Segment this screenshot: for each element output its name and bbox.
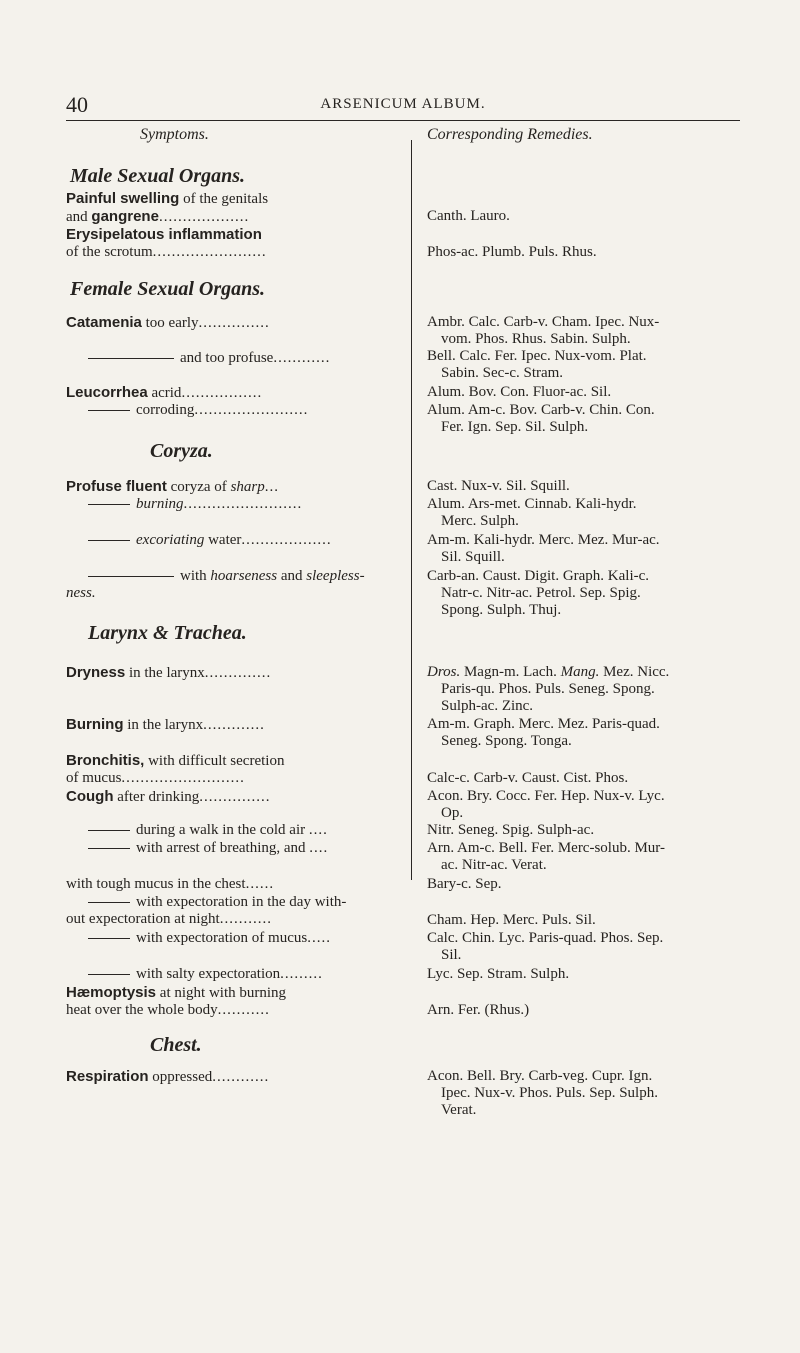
running-title: ARSENICUM ALBUM. [320,96,486,112]
symptoms-column-heading: Symptoms. [140,126,209,143]
symptom-bronchitis: Bronchitis, with difficult secretion of mucus.......................... [66,752,285,786]
remedies-column-heading: Corresponding Remedies. [427,126,593,143]
remedy-catamenia-early: Ambr. Calc. Carb-v. Cham. Ipec. Nux- vom. Phos. Rhus. Sabin. Sulph. [427,314,660,347]
remedy-coryza-excoriating: Am-m. Kali-hydr. Merc. Mez. Mur-ac. Sil. Squill. [427,532,660,565]
remedy-profuse-fluent-coryza: Cast. Nux-v. Sil. Squill. [427,478,570,494]
remedy-haemoptysis: Arn. Fer. (Rhus.) [427,1002,530,1018]
symptom-cough-salty: with salty expectoration......... [66,966,403,983]
symptom-cough-drinking: Cough after drinking............... [66,788,271,805]
remedy-coryza-burning: Alum. Ars-met. Cinnab. Kali-hydr. Merc. Sulph. [427,496,637,529]
section-heading-chest: Chest. [150,1034,202,1056]
symptom-coryza-excoriating: excoriating water................... [66,532,403,549]
page-header [66,92,740,121]
section-heading-larynx-trachea: Larynx & Trachea. [88,622,247,644]
symptom-burning-larynx: Burning in the larynx............. [66,716,265,733]
remedy-cough-expectoration-day: Cham. Hep. Merc. Puls. Sil. [427,912,596,928]
symptom-catamenia-profuse: and too profuse............ [66,350,403,367]
remedy-cough-arrest-breathing: Arn. Am-c. Bell. Fer. Merc-solub. Mur- ac. Nitr-ac. Verat. [427,840,665,873]
symptom-dryness-larynx: Dryness in the larynx.............. [66,664,272,681]
section-heading-coryza: Coryza. [150,440,213,462]
symptom-erysipelatous: Erysipelatous inflammation of the scrotum........................ [66,226,267,260]
symptom-painful-swelling: Painful swelling of the genitals and gangrene................... [66,190,269,225]
section-heading-female-sexual-organs: Female Sexual Organs. [70,278,266,300]
symptom-coryza-burning: burning......................... [66,496,403,513]
symptom-coryza-hoarseness: with hoarseness and sleepless- ness. [66,568,365,601]
symptom-respiration-oppressed: Respiration oppressed............ [66,1068,270,1085]
remedy-painful-swelling: Canth. Lauro. [427,208,510,224]
remedy-respiration-oppressed: Acon. Bell. Bry. Carb-veg. Cupr. Ign. Ipec. Nux-v. Phos. Puls. Sep. Sulph. Verat. [427,1068,658,1118]
remedy-leucorrhea-corroding: Alum. Am-c. Bov. Carb-v. Chin. Con. Fer. Ign. Sep. Sil. Sulph. [427,402,655,435]
symptom-cough-walk: during a walk in the cold air .... [66,822,403,839]
remedy-catamenia-profuse: Bell. Calc. Fer. Ipec. Nux-vom. Plat. Sabin. Sec-c. Stram. [427,348,647,381]
symptom-leucorrhea-acrid: Leucorrhea acrid................. [66,384,263,401]
remedy-cough-drinking: Acon. Bry. Cocc. Fer. Hep. Nux-v. Lyc. Op. [427,788,665,821]
symptom-cough-expectoration-day: with expectoration in the day with- out expectoration at night........... [66,894,347,927]
remedy-bronchitis: Calc-c. Carb-v. Caust. Cist. Phos. [427,770,629,786]
page-number: 40 [66,92,88,117]
remedy-coryza-hoarseness: Carb-an. Caust. Digit. Graph. Kali-c. Natr-c. Nitr-ac. Petrol. Sep. Spig. Spong. Sulph. Thuj. [427,568,650,618]
symptom-cough-expectoration-mucus: with expectoration of mucus..... [66,930,403,947]
remedy-leucorrhea-acrid: Alum. Bov. Con. Fluor-ac. Sil. [427,384,612,400]
symptom-leucorrhea-corroding: corroding........................ [66,402,403,419]
symptom-profuse-fluent-coryza: Profuse fluent coryza of sharp... [66,478,279,495]
symptom-cough-arrest-breathing: with arrest of breathing, and .... [66,840,403,857]
remedy-burning-larynx: Am-m. Graph. Merc. Mez. Paris-quad. Seneg. Spong. Tonga. [427,716,660,749]
section-heading-male-sexual-organs: Male Sexual Organs. [70,165,246,187]
remedy-cough-salty: Lyc. Sep. Stram. Sulph. [427,966,570,982]
remedy-dryness-larynx: Dros. Magn-m. Lach. Mang. Mez. Nicc. Paris-qu. Phos. Puls. Seneg. Spong. Sulph-ac. Zinc. [427,664,670,714]
remedy-cough-expectoration-mucus: Calc. Chin. Lyc. Paris-quad. Phos. Sep. Sil. [427,930,664,963]
symptom-catamenia-early: Catamenia too early............... [66,314,270,331]
remedy-erysipelatous: Phos-ac. Plumb. Puls. Rhus. [427,244,597,260]
remedy-cough-walk: Nitr. Seneg. Spig. Sulph-ac. [427,822,595,838]
column-divider [411,140,412,880]
symptom-cough-tough-mucus: with tough mucus in the chest...... [66,876,275,892]
remedy-cough-tough-mucus: Bary-c. Sep. [427,876,502,892]
symptom-haemoptysis: Hæmoptysis at night with burning heat over the whole body........... [66,984,287,1018]
